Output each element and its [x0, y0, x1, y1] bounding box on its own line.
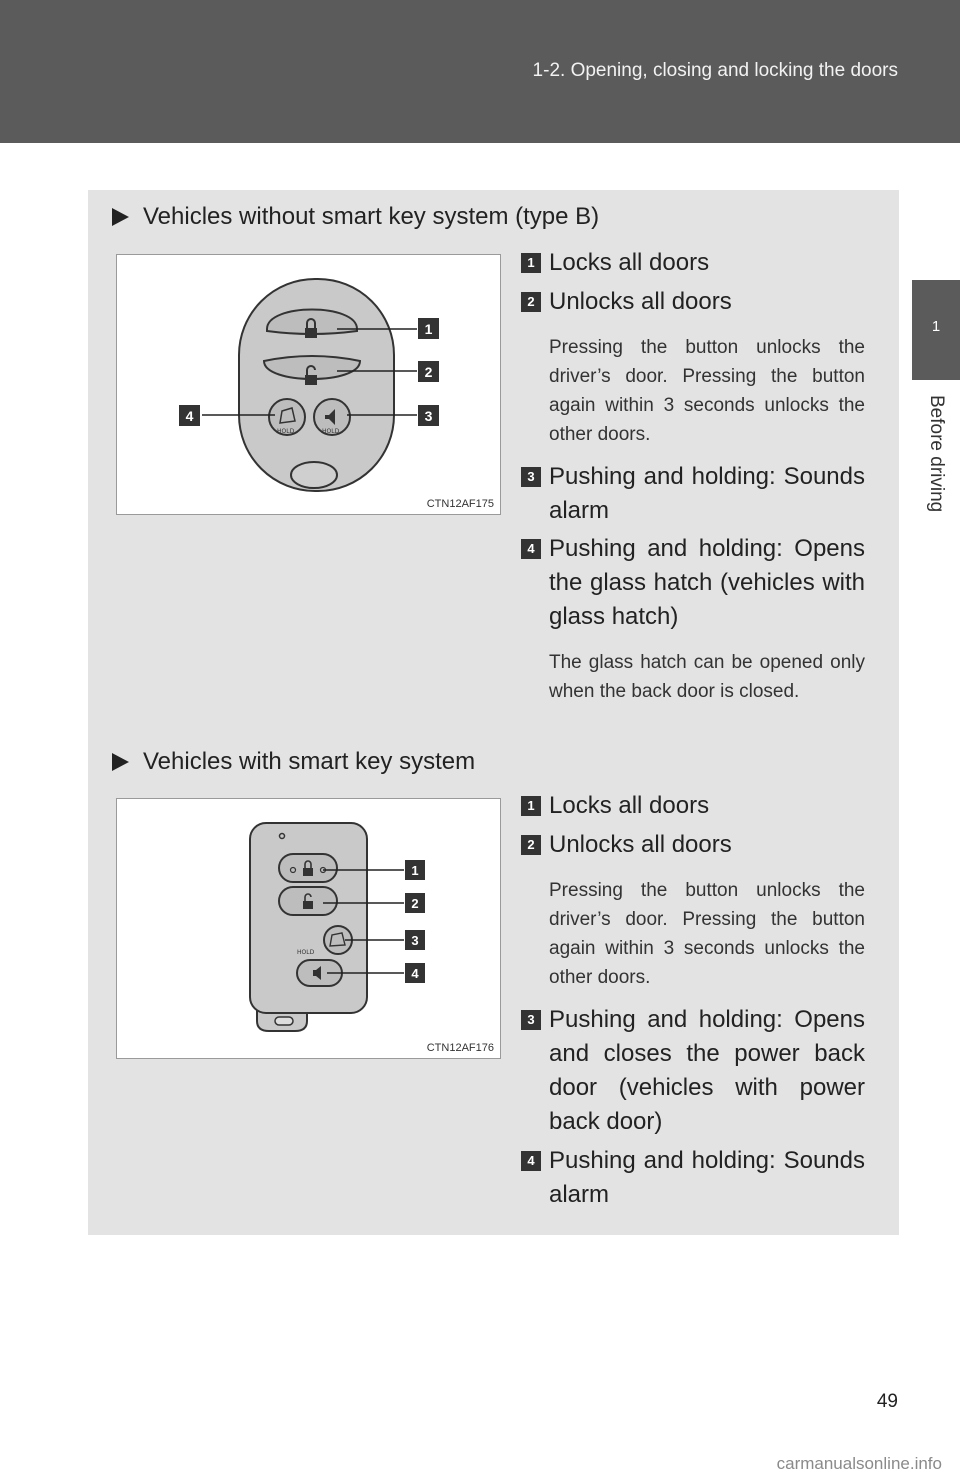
- item-note: The glass hatch can be opened only when the back door is closed.: [549, 652, 865, 702]
- chapter-title: 1-2. Opening, closing and locking the doors: [532, 60, 898, 81]
- item-text: Locks all doors: [549, 249, 710, 276]
- item-number-badge: 3: [521, 467, 541, 487]
- item-number-badge: 1: [521, 796, 541, 816]
- smart-key-illustration: [117, 799, 500, 1058]
- item-note: Pressing the button unlocks the driver’s door. Pressing the button again within 3 seconds unlocks the other doors.: [549, 880, 865, 988]
- hold-label: HOLD: [277, 428, 295, 435]
- list-item: [521, 285, 865, 319]
- section-heading-smart-key: Vehicles with smart key system: [112, 748, 475, 776]
- hold-label: HOLD: [322, 428, 340, 435]
- item-text: Pushing and holding: Opens and closes the power back door (vehicles with power back door): [549, 1006, 865, 1135]
- callout-1: 1: [411, 863, 419, 878]
- callout-3: 3: [424, 408, 433, 424]
- list-item: [521, 246, 865, 280]
- item-text: Locks all doors: [549, 792, 710, 819]
- figure-key-smart: [116, 798, 501, 1059]
- section-heading-type-b: Vehicles without smart key system (type B): [112, 203, 599, 231]
- watermark-text: carmanualsonline.info: [776, 1454, 942, 1473]
- callout-2: 2: [424, 364, 433, 380]
- figure-key-type-b: [116, 254, 501, 515]
- item-note: Pressing the button unlocks the driver’s door. Pressing the button again within 3 seconds unlocks the other doors.: [549, 337, 865, 445]
- item-number-badge: 3: [521, 1010, 541, 1030]
- figure-code: CTN12AF175: [426, 498, 494, 510]
- item-text: Pushing and holding: Opens the glass hatch (vehicles with glass hatch): [549, 535, 865, 630]
- item-text: Pushing and holding: Sounds alarm: [549, 1147, 865, 1208]
- item-text: Unlocks all doors: [549, 288, 732, 315]
- callout-1: 1: [424, 321, 433, 337]
- list-item: [521, 460, 865, 528]
- chapter-label: Before driving: [926, 395, 947, 513]
- list-item: [521, 532, 865, 634]
- key-fob-illustration: [117, 255, 500, 514]
- item-number-badge: 2: [521, 292, 541, 312]
- callout-2: 2: [411, 896, 419, 911]
- item-text: Pushing and holding: Sounds alarm: [549, 463, 865, 524]
- key-ring-hole: [291, 462, 337, 488]
- item-number-badge: 4: [521, 539, 541, 559]
- figure-code: CTN12AF176: [426, 1042, 494, 1054]
- item-number-badge: 4: [521, 1151, 541, 1171]
- triangle-bullet-icon: [112, 753, 129, 771]
- list-item: [521, 1144, 865, 1212]
- item-number-badge: 1: [521, 253, 541, 273]
- callout-4: 4: [411, 966, 419, 981]
- triangle-bullet-icon: [112, 208, 129, 226]
- list-item: [521, 789, 865, 823]
- item-text: Unlocks all doors: [549, 831, 732, 858]
- list-item: [521, 828, 865, 862]
- list-item: [521, 1003, 865, 1139]
- callout-3: 3: [411, 933, 419, 948]
- callout-4: 4: [185, 408, 194, 424]
- chapter-number: 1: [931, 318, 941, 335]
- page-header: [0, 0, 960, 143]
- hold-label: HOLD: [297, 949, 315, 956]
- page-number: 49: [876, 1391, 898, 1412]
- item-number-badge: 2: [521, 835, 541, 855]
- chapter-tab: [912, 280, 960, 380]
